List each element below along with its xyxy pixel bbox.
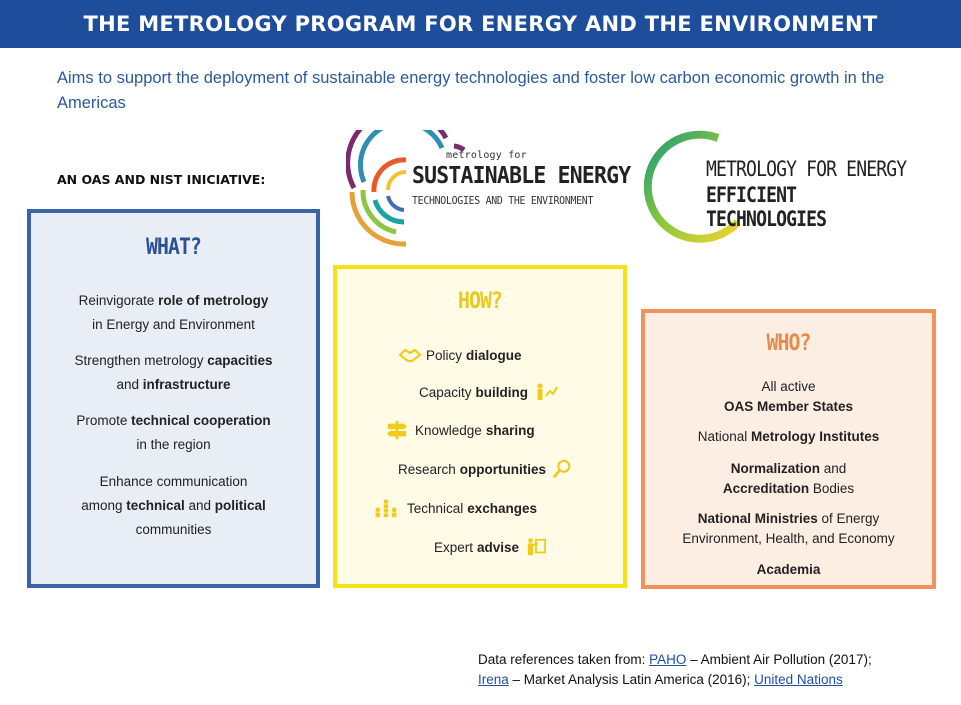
how-item-2: Capacity building [419, 382, 558, 402]
who-box [641, 309, 936, 589]
title-banner [0, 0, 961, 48]
who-item-1: All active OAS Member States [723, 379, 854, 414]
how-item-5: Technical exchanges [371, 498, 537, 518]
subtitle: Aims to support the deployment of sustainable energy technologies and foster low carbon economic growth in the Americas [57, 69, 885, 112]
who-item-5: Academia [756, 562, 821, 577]
sustainable-energy-logo-icon [346, 130, 616, 248]
people-network-icon [371, 498, 401, 518]
logo-big-text: SUSTAINABLE ENERGY [412, 163, 631, 189]
united-nations-link[interactable]: United Nations [754, 672, 843, 687]
what-item-1: Reinvigorate role of metrology in Energy and Environment [78, 293, 269, 332]
who-item-2: National Metrology Institutes [697, 429, 880, 444]
who-heading: WHO? [766, 331, 811, 356]
data-references: Data references taken from: PAHO – Ambient Air Pollution (2017); Irena – Market Analysis Latin America (2016); United Nations [478, 652, 872, 687]
how-item-6: Expert advise [434, 537, 548, 557]
page-title: THE METROLOGY PROGRAM FOR ENERGY AND THE ENVIRONMENT [83, 12, 878, 36]
logo2-line1: METROLOGY FOR ENERGY [706, 157, 907, 181]
how-item-3: Knowledge sharing [385, 420, 535, 440]
initiative-label: AN OAS AND NIST INICIATIVE: [57, 172, 266, 187]
logo-sub-text: TECHNOLOGIES AND THE ENVIRONMENT [412, 195, 594, 207]
logo-small-text: metrology for [446, 150, 527, 161]
logo2-line2: EFFICIENT TECHNOLOGIES [706, 183, 827, 231]
who-item-3: Normalization and Accreditation Bodies [722, 461, 855, 496]
how-box [333, 265, 627, 588]
how-heading: HOW? [457, 289, 503, 314]
what-item-3: Promote technical cooperation in the region [76, 413, 271, 452]
what-item-2: Strengthen metrology capacities and infrastructure [74, 353, 273, 392]
what-heading: WHAT? [145, 235, 202, 260]
what-box [27, 209, 320, 588]
what-item-4: Enhance communication among technical and political communities [81, 474, 266, 537]
how-item-1: Policy dialogue [398, 345, 522, 365]
who-item-4: National Ministries of Energy Environment, Health, and Economy [682, 511, 895, 546]
irena-link[interactable]: Irena [478, 672, 509, 687]
how-item-4: Research opportunities [398, 459, 574, 479]
magnifier-icon [550, 459, 574, 479]
refs-prefix: Data references taken from: [478, 652, 650, 667]
growth-person-icon [534, 382, 558, 402]
paho-link[interactable]: PAHO [649, 652, 687, 667]
handshake-icon [398, 345, 422, 365]
signpost-icon [385, 420, 409, 440]
presenter-icon [524, 537, 548, 557]
